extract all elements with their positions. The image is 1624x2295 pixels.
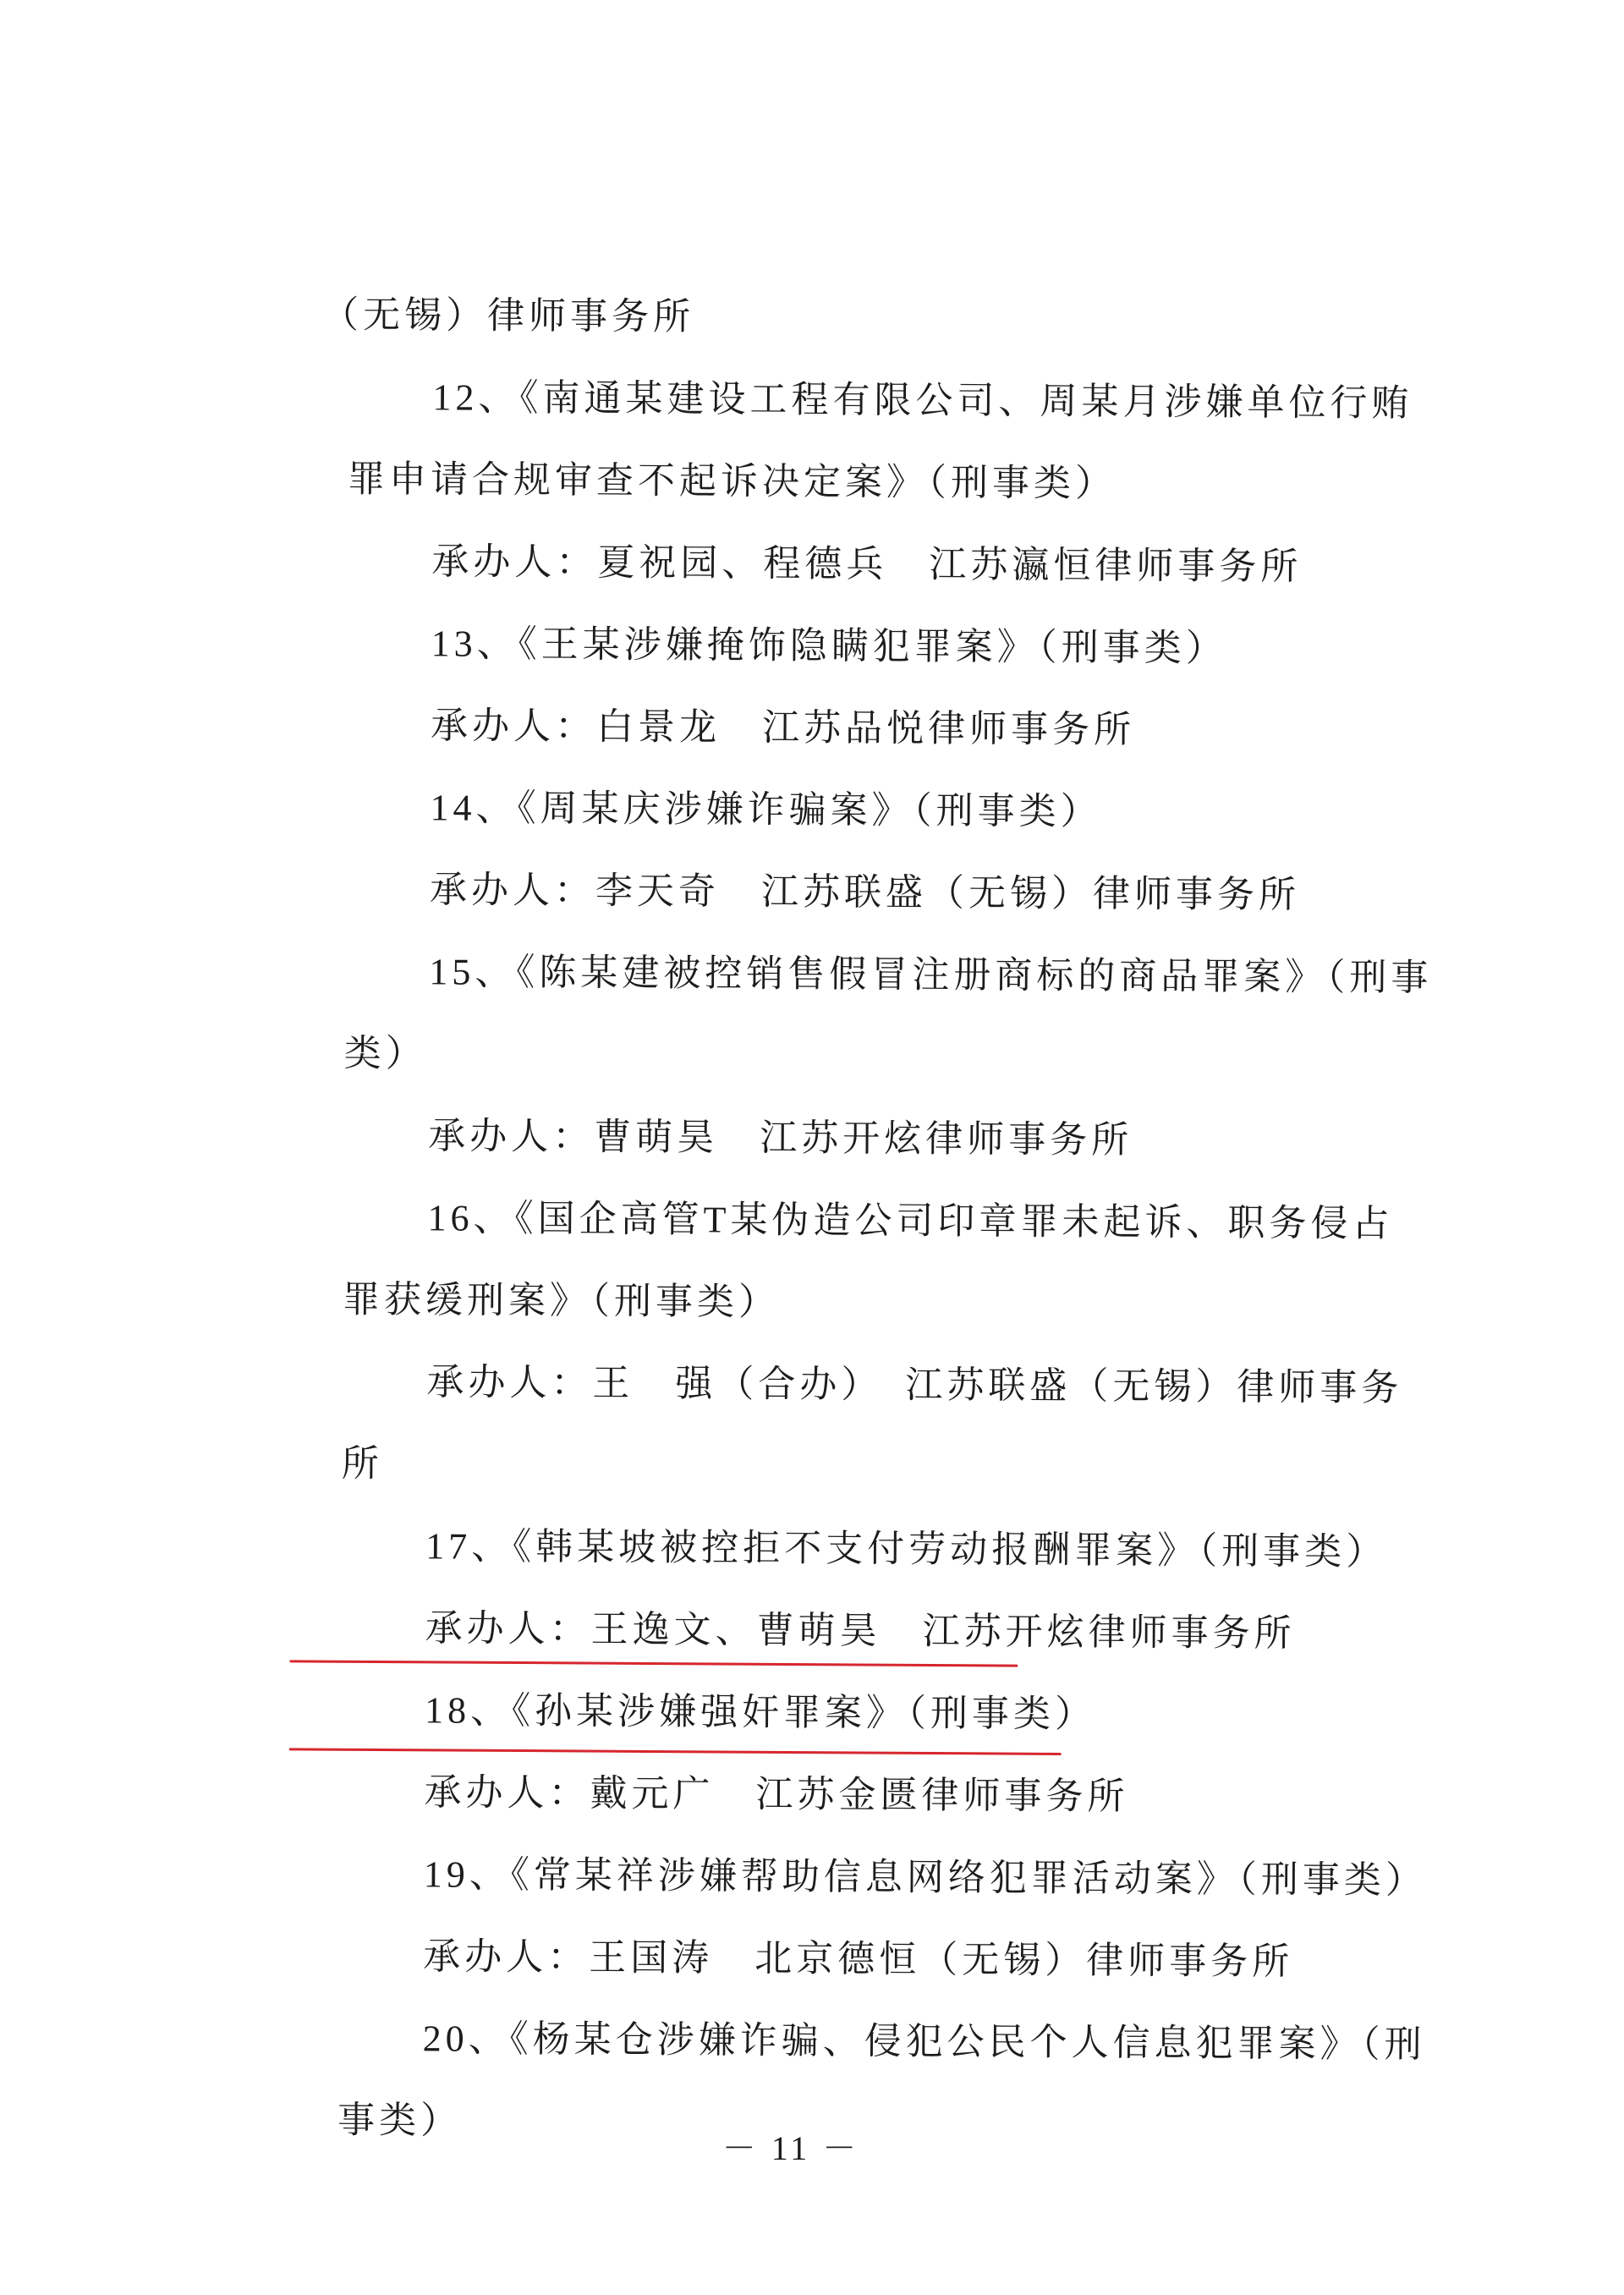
case-title-line: [238, 684, 1440, 833]
case-handler-text: 承办人：王 强（合办） 江苏联盛（无锡）律师事务: [426, 1361, 1403, 1409]
case-handler-line: [233, 1504, 1435, 1655]
case-handler-line: [235, 1012, 1437, 1161]
case-handler-line: [237, 766, 1439, 916]
case-handler-text: 所: [341, 1442, 383, 1485]
case-handler-text: 承办人：白景龙 江苏品悦律师事务所: [430, 705, 1136, 751]
case-title-line: [240, 273, 1442, 425]
case-title-line: [233, 1422, 1435, 1573]
case-entry-17: [233, 1422, 1435, 1655]
case-title-line: [232, 1586, 1434, 1736]
case-title-line: [230, 1914, 1432, 2066]
case-title-line: [231, 1750, 1433, 1902]
case-title-text: 12、《南通某建设工程有限公司、周某月涉嫌单位行贿: [432, 376, 1413, 425]
case-title-text: 17、《韩某坡被控拒不支付劳动报酬罪案》（刑事类）: [425, 1525, 1388, 1573]
case-title-line: [239, 355, 1441, 505]
case-handler-line: [233, 1340, 1435, 1485]
case-handler-text: 承办人：曹萌昊 江苏开炫律师事务所: [428, 1115, 1133, 1161]
case-entry-15: [235, 848, 1438, 1161]
case-entry-16: [233, 1094, 1436, 1485]
continuation-line: [240, 191, 1442, 338]
case-title-text: 14、《周某庆涉嫌诈骗案》（刑事类）: [430, 787, 1102, 833]
case-handler-text: 承办人：王国涛 北京德恒（无锡）律师事务所: [423, 1935, 1294, 1983]
case-title-text: 类）: [343, 1032, 427, 1075]
case-handler-line: [238, 601, 1440, 751]
case-entry-20: [229, 1914, 1431, 2142]
document-body: [229, 191, 1442, 2142]
case-title-line: [239, 519, 1440, 670]
case-entry-18: [232, 1586, 1434, 1818]
case-title-line: [234, 1176, 1436, 1323]
case-handler-text: 承办人：王逸文、曹萌昊 江苏开炫律师事务所: [425, 1607, 1296, 1655]
case-handler-line: [234, 1258, 1436, 1409]
case-title-text: 18、《孙某涉嫌强奸罪案》（刑事类）: [424, 1689, 1097, 1736]
case-handler-text: 承办人：戴元广 江苏金匮律师事务所: [424, 1771, 1129, 1818]
case-title-text: 事类）: [337, 2099, 463, 2142]
case-entry-19: [231, 1750, 1433, 1983]
case-title-text: 19、《常某祥涉嫌帮助信息网络犯罪活动案》（刑事类）: [423, 1853, 1427, 1902]
case-title-text: 罪申请合规审查不起诉决定案》（刑事类）: [347, 458, 1117, 505]
continuation-text: （无锡）律师事务所: [321, 294, 695, 338]
case-title-text: 15、《陈某建被控销售假冒注册商标的商品罪案》（刑事: [429, 951, 1433, 999]
case-title-text: 罪获缓刑案》（刑事类）: [342, 1278, 781, 1323]
case-title-line: [235, 1094, 1437, 1245]
case-handler-text: 承办人：李天奇 江苏联盛（无锡）律师事务所: [429, 869, 1301, 916]
case-title-line: [229, 1996, 1431, 2142]
case-entry-13: [238, 519, 1440, 751]
case-title-text: 20、《杨某仓涉嫌诈骗、侵犯公民个人信息犯罪案》（刑: [422, 2018, 1426, 2066]
case-title-text: 16、《国企高管T某伪造公司印章罪未起诉、职务侵占: [427, 1197, 1394, 1245]
case-handler-line: [232, 1668, 1434, 1818]
case-title-line: [237, 848, 1439, 999]
case-title-line: [236, 930, 1438, 1075]
case-title-text: 13、《王某涉嫌掩饰隐瞒犯罪案》（刑事类）: [431, 623, 1227, 670]
case-handler-line: [231, 1832, 1433, 1983]
case-entry-12: [239, 273, 1442, 588]
page-number: － 11 －: [721, 2129, 860, 2167]
case-entry-14: [237, 684, 1439, 916]
case-handler-text: 承办人：夏祝园、程德兵 江苏瀛恒律师事务所: [431, 541, 1303, 588]
case-handler-line: [239, 437, 1441, 588]
red-underline-mark: [289, 1660, 1018, 1666]
